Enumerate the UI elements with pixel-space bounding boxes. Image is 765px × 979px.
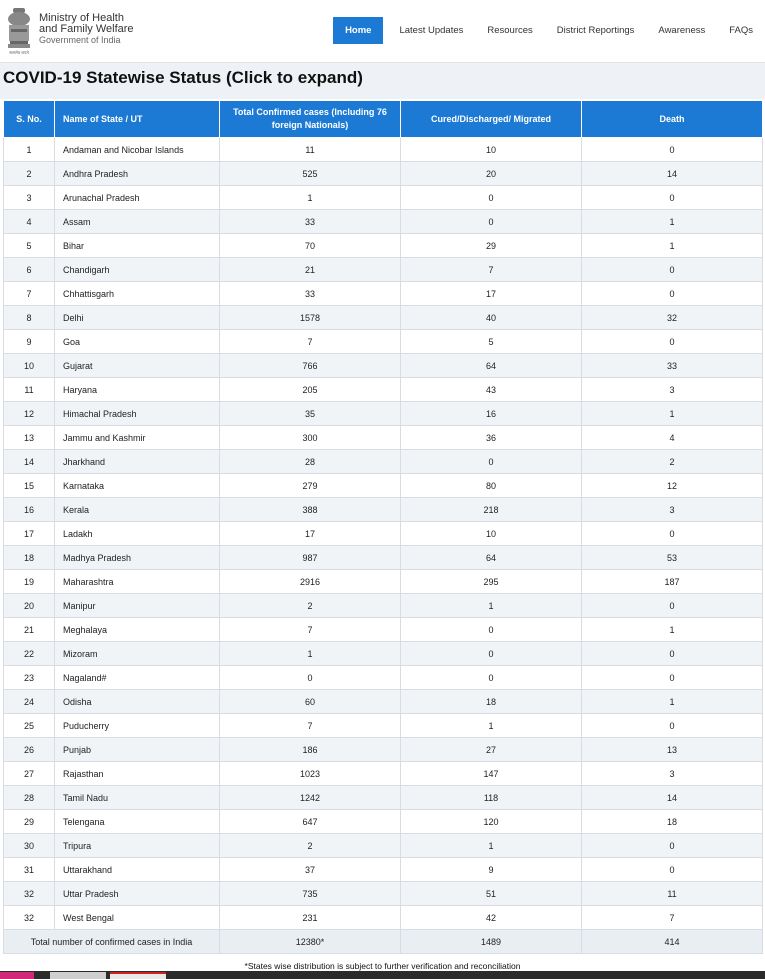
row-confirmed: 70 (220, 234, 401, 258)
row-cured: 0 (401, 186, 582, 210)
table-row[interactable] (4, 378, 763, 402)
row-death: 14 (582, 786, 763, 810)
taskbar (0, 971, 765, 979)
row-death: 0 (582, 666, 763, 690)
table-row[interactable] (4, 210, 763, 234)
row-state: Madhya Pradesh (55, 546, 220, 570)
row-sno: 15 (4, 474, 55, 498)
row-state: Ladakh (55, 522, 220, 546)
row-confirmed: 1 (220, 642, 401, 666)
row-cured: 218 (401, 498, 582, 522)
table-row[interactable] (4, 234, 763, 258)
row-confirmed: 388 (220, 498, 401, 522)
row-cured: 118 (401, 786, 582, 810)
row-sno: 10 (4, 354, 55, 378)
row-cured: 51 (401, 882, 582, 906)
table-row[interactable] (4, 642, 763, 666)
row-state: Odisha (55, 690, 220, 714)
row-state: Chandigarh (55, 258, 220, 282)
row-cured: 29 (401, 234, 582, 258)
table-row[interactable] (4, 738, 763, 762)
row-cured: 0 (401, 618, 582, 642)
row-cured: 80 (401, 474, 582, 498)
row-confirmed: 2916 (220, 570, 401, 594)
row-sno: 30 (4, 834, 55, 858)
row-confirmed: 21 (220, 258, 401, 282)
row-cured: 43 (401, 378, 582, 402)
row-state: Punjab (55, 738, 220, 762)
row-state: Tamil Nadu (55, 786, 220, 810)
table-row[interactable] (4, 594, 763, 618)
row-sno: 3 (4, 186, 55, 210)
row-cured: 1 (401, 594, 582, 618)
ministry-line-2: and Family Welfare (39, 23, 134, 35)
ministry-line-1: Ministry of Health (39, 12, 124, 24)
taskbar-app-button[interactable] (50, 972, 106, 979)
row-cured: 20 (401, 162, 582, 186)
row-cured: 36 (401, 426, 582, 450)
row-death: 0 (582, 258, 763, 282)
row-confirmed: 2 (220, 834, 401, 858)
row-sno: 6 (4, 258, 55, 282)
row-sno: 24 (4, 690, 55, 714)
row-state: Assam (55, 210, 220, 234)
table-row[interactable] (4, 138, 763, 162)
nav-awareness[interactable]: Awareness (658, 25, 706, 36)
row-cured: 42 (401, 906, 582, 930)
table-header-row (4, 101, 763, 138)
row-state: Manipur (55, 594, 220, 618)
row-cured: 17 (401, 282, 582, 306)
col-sno: S. No. (4, 101, 55, 138)
row-sno: 7 (4, 282, 55, 306)
table-row[interactable] (4, 858, 763, 882)
total-label: Total number of confirmed cases in India (4, 930, 220, 954)
row-death: 3 (582, 498, 763, 522)
statewise-table (3, 100, 763, 954)
row-sno: 20 (4, 594, 55, 618)
nav-resources[interactable]: Resources (487, 25, 533, 36)
row-confirmed: 7 (220, 714, 401, 738)
total-row (4, 930, 763, 954)
row-death: 3 (582, 762, 763, 786)
row-cured: 295 (401, 570, 582, 594)
row-confirmed: 60 (220, 690, 401, 714)
row-sno: 12 (4, 402, 55, 426)
row-state: Goa (55, 330, 220, 354)
row-cured: 5 (401, 330, 582, 354)
row-state: Mizoram (55, 642, 220, 666)
row-state: Puducherry (55, 714, 220, 738)
row-death: 18 (582, 810, 763, 834)
row-state: Jammu and Kashmir (55, 426, 220, 450)
row-sno: 21 (4, 618, 55, 642)
row-confirmed: 17 (220, 522, 401, 546)
row-death: 53 (582, 546, 763, 570)
row-confirmed: 7 (220, 330, 401, 354)
row-state: Andaman and Nicobar Islands (55, 138, 220, 162)
row-confirmed: 205 (220, 378, 401, 402)
row-death: 0 (582, 714, 763, 738)
table-row[interactable] (4, 786, 763, 810)
row-death: 0 (582, 138, 763, 162)
row-state: Rajasthan (55, 762, 220, 786)
col-death: Death (582, 101, 763, 138)
row-cured: 10 (401, 138, 582, 162)
row-state: Haryana (55, 378, 220, 402)
row-confirmed: 279 (220, 474, 401, 498)
table-row[interactable] (4, 162, 763, 186)
row-death: 13 (582, 738, 763, 762)
svg-text:सत्यमेव जयते: सत्यमेव जयते (9, 50, 29, 55)
row-sno: 9 (4, 330, 55, 354)
row-state: Tripura (55, 834, 220, 858)
row-state: Gujarat (55, 354, 220, 378)
row-confirmed: 33 (220, 282, 401, 306)
row-confirmed: 987 (220, 546, 401, 570)
taskbar-app-button-active[interactable] (110, 972, 166, 979)
row-confirmed: 0 (220, 666, 401, 690)
row-cured: 16 (401, 402, 582, 426)
row-sno: 29 (4, 810, 55, 834)
row-death: 0 (582, 522, 763, 546)
row-sno: 23 (4, 666, 55, 690)
row-state: West Bengal (55, 906, 220, 930)
row-sno: 13 (4, 426, 55, 450)
table-row[interactable] (4, 258, 763, 282)
row-state: Uttar Pradesh (55, 882, 220, 906)
footnote: *States wise distribution is subject to further verification and reconciliation (244, 961, 521, 971)
row-cured: 27 (401, 738, 582, 762)
row-confirmed: 766 (220, 354, 401, 378)
row-confirmed: 11 (220, 138, 401, 162)
row-cured: 64 (401, 546, 582, 570)
row-confirmed: 1023 (220, 762, 401, 786)
row-sno: 19 (4, 570, 55, 594)
taskbar-start-button[interactable] (0, 972, 34, 979)
nav-latest-updates[interactable]: Latest Updates (399, 25, 464, 36)
row-death: 0 (582, 642, 763, 666)
table-row[interactable] (4, 690, 763, 714)
row-confirmed: 37 (220, 858, 401, 882)
row-sno: 8 (4, 306, 55, 330)
row-state: Karnataka (55, 474, 220, 498)
row-state: Jharkhand (55, 450, 220, 474)
table-row[interactable] (4, 282, 763, 306)
row-sno: 14 (4, 450, 55, 474)
row-death: 1 (582, 210, 763, 234)
table-row[interactable] (4, 474, 763, 498)
row-cured: 0 (401, 210, 582, 234)
row-cured: 1 (401, 714, 582, 738)
row-state: Andhra Pradesh (55, 162, 220, 186)
ministry-line-3: Government of India (39, 35, 121, 45)
col-state: Name of State / UT (55, 101, 220, 138)
total-cured: 1489 (401, 930, 582, 954)
row-confirmed: 33 (220, 210, 401, 234)
row-death: 0 (582, 186, 763, 210)
row-confirmed: 231 (220, 906, 401, 930)
row-sno: 26 (4, 738, 55, 762)
row-death: 1 (582, 234, 763, 258)
row-sno: 32 (4, 882, 55, 906)
table-row[interactable] (4, 330, 763, 354)
row-cured: 0 (401, 450, 582, 474)
row-cured: 1 (401, 834, 582, 858)
table-row[interactable] (4, 762, 763, 786)
row-state: Telengana (55, 810, 220, 834)
row-cured: 64 (401, 354, 582, 378)
row-cured: 120 (401, 810, 582, 834)
table-row[interactable] (4, 546, 763, 570)
row-death: 14 (582, 162, 763, 186)
nav-faqs[interactable]: FAQs (729, 25, 753, 36)
main-nav (333, 17, 765, 44)
row-death: 1 (582, 402, 763, 426)
row-cured: 9 (401, 858, 582, 882)
row-confirmed: 735 (220, 882, 401, 906)
nav-district-reportings[interactable]: District Reportings (556, 25, 635, 36)
row-confirmed: 35 (220, 402, 401, 426)
row-sno: 16 (4, 498, 55, 522)
row-death: 32 (582, 306, 763, 330)
table-row[interactable] (4, 402, 763, 426)
row-sno: 28 (4, 786, 55, 810)
row-cured: 40 (401, 306, 582, 330)
table-row[interactable] (4, 714, 763, 738)
row-death: 0 (582, 330, 763, 354)
table-row[interactable] (4, 426, 763, 450)
row-cured: 18 (401, 690, 582, 714)
row-state: Maharashtra (55, 570, 220, 594)
table-row[interactable] (4, 666, 763, 690)
row-cured: 0 (401, 642, 582, 666)
table-row[interactable] (4, 450, 763, 474)
table-row[interactable] (4, 810, 763, 834)
row-sno: 22 (4, 642, 55, 666)
table-row[interactable] (4, 570, 763, 594)
row-death: 1 (582, 618, 763, 642)
row-death: 187 (582, 570, 763, 594)
row-confirmed: 300 (220, 426, 401, 450)
row-death: 12 (582, 474, 763, 498)
row-death: 1 (582, 690, 763, 714)
row-cured: 147 (401, 762, 582, 786)
row-death: 4 (582, 426, 763, 450)
table-row[interactable] (4, 186, 763, 210)
table-row[interactable] (4, 882, 763, 906)
row-confirmed: 1 (220, 186, 401, 210)
table-row[interactable] (4, 354, 763, 378)
row-cured: 0 (401, 666, 582, 690)
site-header (0, 0, 765, 63)
row-state: Delhi (55, 306, 220, 330)
ministry-name[interactable] (39, 13, 134, 46)
table-row[interactable] (4, 834, 763, 858)
row-death: 0 (582, 594, 763, 618)
table-row[interactable] (4, 906, 763, 930)
row-state: Bihar (55, 234, 220, 258)
total-death: 414 (582, 930, 763, 954)
row-confirmed: 2 (220, 594, 401, 618)
row-sno: 11 (4, 378, 55, 402)
row-state: Chhattisgarh (55, 282, 220, 306)
row-sno: 32 (4, 906, 55, 930)
row-sno: 18 (4, 546, 55, 570)
total-confirmed: 12380* (220, 930, 401, 954)
row-sno: 17 (4, 522, 55, 546)
national-emblem-icon[interactable] (4, 6, 34, 56)
row-cured: 7 (401, 258, 582, 282)
row-sno: 31 (4, 858, 55, 882)
row-death: 7 (582, 906, 763, 930)
table-row[interactable] (4, 306, 763, 330)
table-row[interactable] (4, 522, 763, 546)
row-confirmed: 525 (220, 162, 401, 186)
row-confirmed: 1242 (220, 786, 401, 810)
nav-home[interactable]: Home (333, 17, 383, 44)
row-sno: 2 (4, 162, 55, 186)
page-title[interactable]: COVID-19 Statewise Status (Click to expand) (3, 68, 363, 87)
row-death: 0 (582, 282, 763, 306)
row-confirmed: 647 (220, 810, 401, 834)
row-state: Uttarakhand (55, 858, 220, 882)
row-sno: 5 (4, 234, 55, 258)
table-row[interactable] (4, 498, 763, 522)
row-sno: 27 (4, 762, 55, 786)
row-state: Meghalaya (55, 618, 220, 642)
col-confirmed: Total Confirmed cases (Including 76 foreign Nationals) (220, 101, 401, 138)
row-sno: 4 (4, 210, 55, 234)
row-death: 11 (582, 882, 763, 906)
status-section (0, 63, 765, 99)
row-state: Himachal Pradesh (55, 402, 220, 426)
row-state: Arunachal Pradesh (55, 186, 220, 210)
row-death: 0 (582, 834, 763, 858)
row-death: 2 (582, 450, 763, 474)
row-confirmed: 1578 (220, 306, 401, 330)
table-row[interactable] (4, 618, 763, 642)
row-death: 3 (582, 378, 763, 402)
row-state: Nagaland# (55, 666, 220, 690)
row-confirmed: 7 (220, 618, 401, 642)
col-cured: Cured/Discharged/ Migrated (401, 101, 582, 138)
row-confirmed: 28 (220, 450, 401, 474)
row-cured: 10 (401, 522, 582, 546)
row-sno: 25 (4, 714, 55, 738)
row-sno: 1 (4, 138, 55, 162)
table-body (4, 138, 763, 930)
row-confirmed: 186 (220, 738, 401, 762)
row-death: 33 (582, 354, 763, 378)
row-state: Kerala (55, 498, 220, 522)
row-death: 0 (582, 858, 763, 882)
